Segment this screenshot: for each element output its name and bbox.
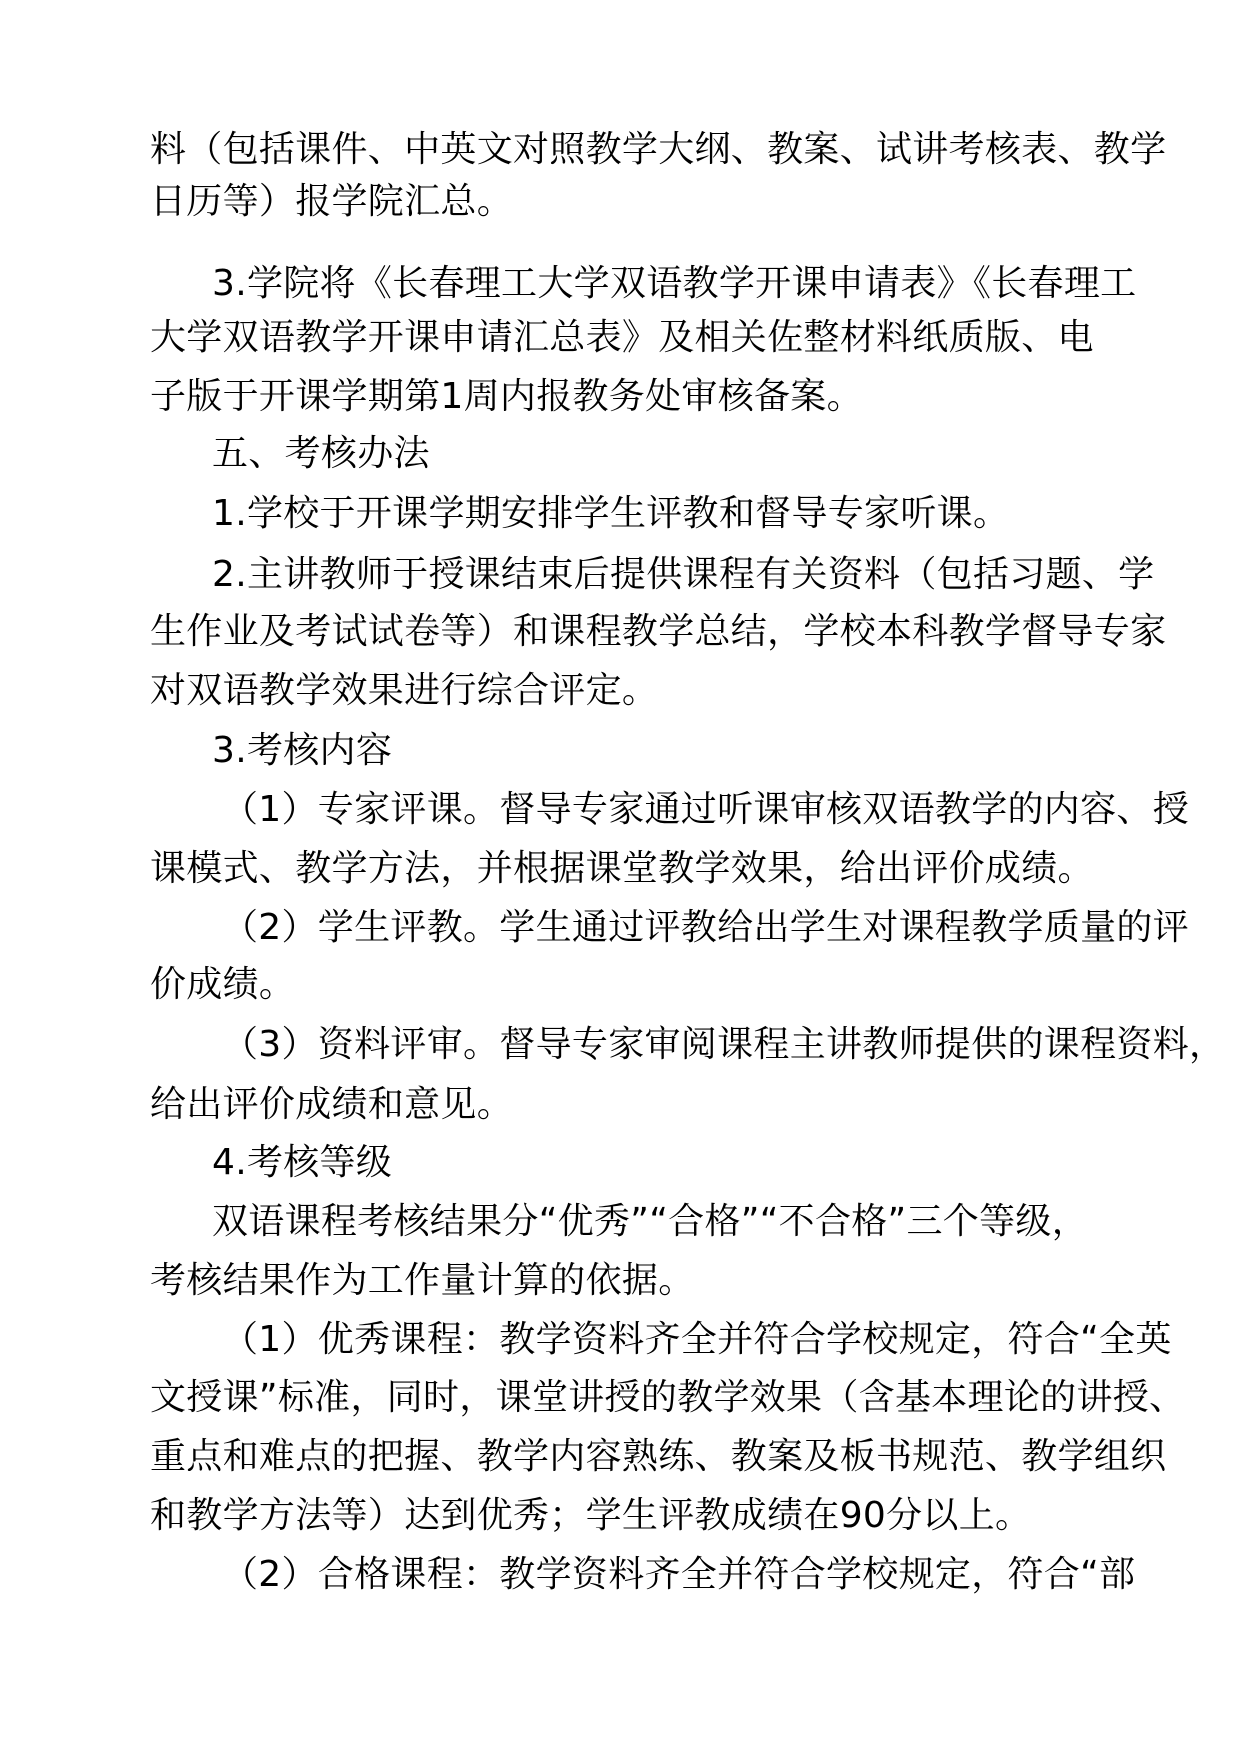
text-line: （1）优秀课程：教学资料齐全并符合学校规定，符合“全英 xyxy=(222,1319,1172,1360)
text-line: （2）合格课程：教学资料齐全并符合学校规定，符合“部 xyxy=(222,1554,1136,1595)
subsection-heading: 4.考核等级 xyxy=(212,1142,393,1183)
text-line: 重点和难点的把握、教学内容熟练、教案及板书规范、教学组织 xyxy=(150,1436,1167,1477)
text-line: 价成绩。 xyxy=(150,964,296,1005)
text-line: （3）资料评审。督导专家审阅课程主讲教师提供的课程资料， xyxy=(222,1024,1226,1065)
text-line: 课模式、教学方法，并根据课堂教学效果，给出评价成绩。 xyxy=(150,848,1094,889)
text-line: 3.学院将《长春理工大学双语教学开课申请表》《长春理工 xyxy=(212,263,1137,304)
text-line: 1.学校于开课学期安排学生评教和督导专家听课。 xyxy=(212,493,1010,534)
text-line: （1）专家评课。督导专家通过听课审核双语教学的内容、授 xyxy=(222,789,1190,830)
text-line: 2.主讲教师于授课结束后提供课程有关资料（包括习题、学 xyxy=(212,554,1155,595)
text-line: 对双语教学效果进行综合评定。 xyxy=(150,670,659,711)
text-line: 和教学方法等）达到优秀；学生评教成绩在90分以上。 xyxy=(150,1495,1032,1536)
text-line: 大学双语教学开课申请汇总表》及相关佐整材料纸质版、电 xyxy=(150,317,1094,358)
section-heading: 五、考核办法 xyxy=(212,433,430,474)
text-line: 日历等）报学院汇总。 xyxy=(150,181,514,222)
text-line: （2）学生评教。学生通过评教给出学生对课程教学质量的评 xyxy=(222,907,1190,948)
text-line: 子版于开课学期第1周内报教务处审核备案。 xyxy=(150,376,863,417)
text-line: 文授课”标准，同时，课堂讲授的教学效果（含基本理论的讲授、 xyxy=(150,1377,1186,1418)
text-line: 料（包括课件、中英文对照教学大纲、教案、试讲考核表、教学 xyxy=(150,129,1167,170)
text-line: 考核结果作为工作量计算的依据。 xyxy=(150,1260,695,1301)
text-line: 生作业及考试试卷等）和课程教学总结，学校本科教学督导专家 xyxy=(150,611,1167,652)
text-line: 双语课程考核结果分“优秀”“合格”“不合格”三个等级， xyxy=(212,1201,1089,1242)
subsection-heading: 3.考核内容 xyxy=(212,730,393,771)
text-line: 给出评价成绩和意见。 xyxy=(150,1084,514,1125)
